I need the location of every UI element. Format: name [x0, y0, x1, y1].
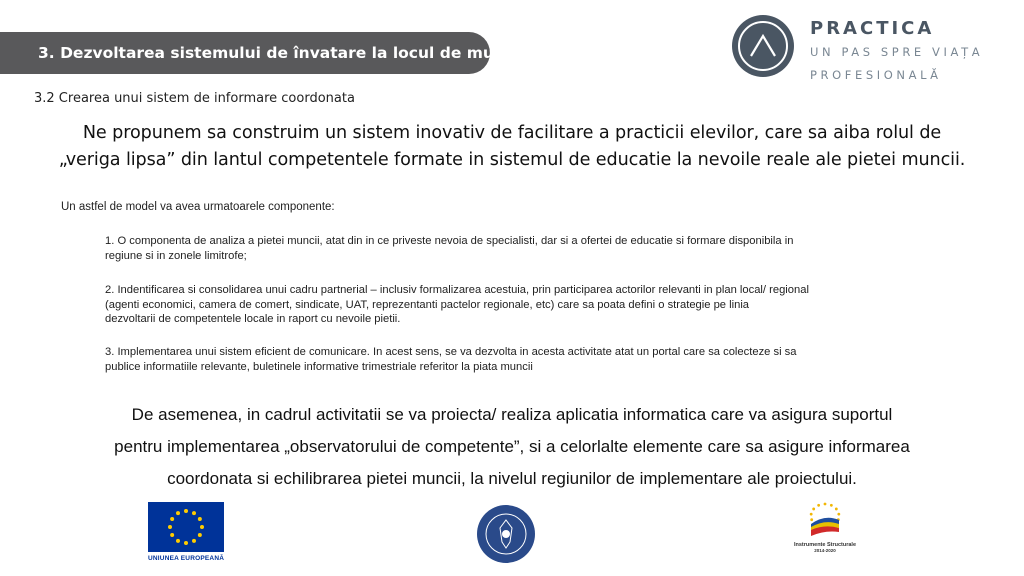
structural-star-icon [824, 503, 827, 506]
component-line: 1. O componenta de analiza a pietei muncii, atat din in ce priveste nevoia de specialisti, dar si a ofertei de educatie si formare disponibila in [105, 235, 794, 247]
component-line: publice informatiile relevante, buletinele informative trimestriale referitor la piata muncii [105, 360, 533, 373]
structural-label: Instrumente Structurale [793, 542, 857, 548]
structural-instruments-icon [805, 500, 845, 536]
subsection-title: 3.2 Crearea unui sistem de informare coordonata [34, 91, 355, 106]
structural-star-icon [812, 508, 815, 511]
eu-star-icon [168, 525, 172, 529]
brand-block [810, 18, 983, 85]
structural-period: 2014-2020 [814, 548, 836, 553]
component-line: 2. Indentificarea si consolidarea unui cadru partnerial – inclusiv formalizarea acestuia, prin participarea actorilor relevanti in plan local/ regional [105, 284, 809, 296]
eu-star-icon [170, 517, 174, 521]
eu-star-icon [184, 541, 188, 545]
structural-star-icon [810, 513, 813, 516]
eu-flag-icon [148, 502, 224, 552]
eu-star-icon [176, 539, 180, 543]
brand-name: PRACTICA [810, 18, 935, 39]
component-line: 3. Implementarea unui sistem eficient de comunicare. In acest sens, se va dezvolta in acesta activitate atat un portal care sa colecteze si sa [105, 346, 797, 358]
eu-star-icon [192, 539, 196, 543]
component-line: dezvoltarii de competentele locale in raport cu nevoile pietii. [105, 313, 401, 326]
lead-line: Ne propunem sa construim un sistem inovativ de facilitare a practicii elevilor, care sa aiba rolul de [82, 123, 942, 143]
component-line: regiune si in zonele limitrofe; [105, 249, 247, 262]
component-item [105, 283, 895, 327]
brand-tagline-2: PROFESIONALĂ [810, 68, 942, 82]
lead-line: „veriga lipsa” din lantul competentele formate in sistemul de educatie la nevoile reale ale pietei muncii. [58, 150, 966, 170]
eu-star-icon [198, 533, 202, 537]
component-line: (agenti economici, camera de comert, sindicate, UAT, reprezentanti pactelor regionale, etc) care sa poata defini o strategie pe linia [105, 298, 750, 311]
closing-line: coordonata si echilibrarea pietei muncii, la nivelul regiunilor de implementare ale proiectului. [167, 469, 857, 488]
components-intro: Un astfel de model va avea urmatoarele componente: [61, 201, 335, 213]
section-header-bar [0, 32, 525, 74]
eu-star-icon [198, 517, 202, 521]
structural-star-icon [810, 518, 813, 521]
structural-star-icon [817, 504, 820, 507]
eu-label: UNIUNEA EUROPEANĂ [148, 555, 225, 562]
eu-star-icon [192, 511, 196, 515]
eu-star-icon [184, 509, 188, 513]
closing-line: pentru implementarea „observatorului de competente”, si a celorlalte elemente care sa asigure informarea [114, 437, 910, 456]
component-item [105, 345, 895, 374]
eu-star-icon [176, 511, 180, 515]
closing-paragraph [40, 399, 984, 495]
eu-logo [148, 502, 224, 562]
structural-star-icon [830, 504, 833, 507]
structural-star-icon [835, 508, 838, 511]
component-item [105, 234, 895, 263]
brand-tagline-1: UN PAS SPRE VIAȚA [810, 45, 984, 59]
closing-line: De asemenea, in cadrul activitatii se va proiecta/ realiza aplicatia informatica care va asigura suportul [131, 405, 893, 424]
eu-star-icon [170, 533, 174, 537]
section-title: 3. Dezvoltarea sistemului de învatare la locul de munca [38, 44, 525, 62]
eu-star-icon [200, 525, 204, 529]
structural-star-icon [837, 513, 840, 516]
lead-paragraph [20, 120, 1004, 174]
chevron-up-circle-icon [731, 14, 795, 78]
structural-instruments-logo [790, 500, 860, 553]
government-seal-icon [476, 504, 536, 564]
